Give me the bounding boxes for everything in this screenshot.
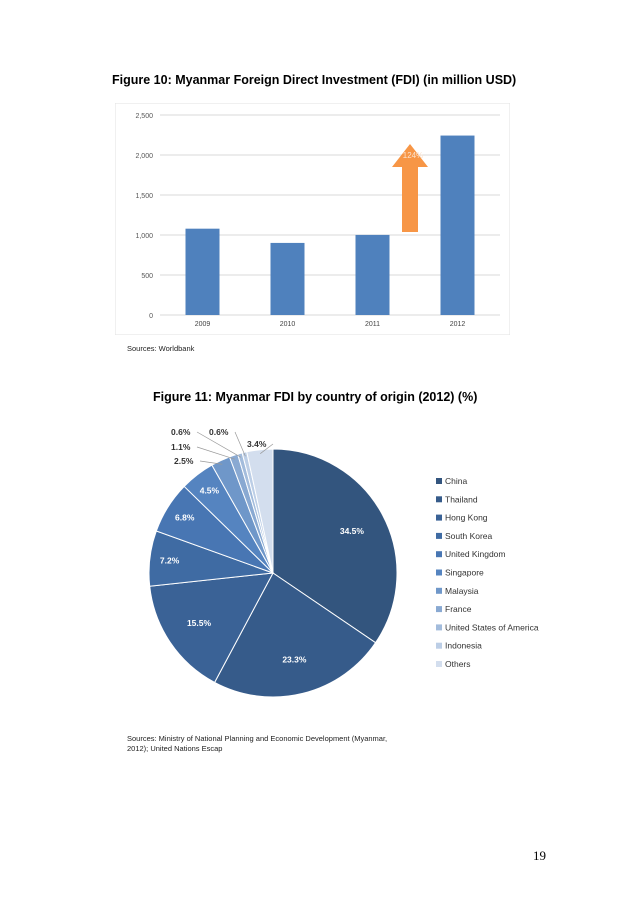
x-tick-label: 2010	[279, 321, 296, 328]
legend-label: Malaysia	[445, 585, 479, 596]
figure11-source	[127, 734, 387, 754]
legend-label: Singapore	[445, 567, 484, 578]
leader-line	[235, 432, 245, 456]
legend-swatch	[436, 533, 442, 539]
pie-data-label: 23.3%	[282, 654, 307, 665]
fdi-pie-chart	[140, 418, 580, 718]
legend-label: South Korea	[445, 530, 493, 541]
y-tick-label: 2,500	[135, 113, 153, 120]
pie-data-label: 34.5%	[339, 526, 364, 537]
legend-swatch	[436, 624, 442, 630]
x-tick-label: 2011	[364, 321, 381, 328]
x-tick-label: 2009	[194, 321, 211, 328]
legend-label: Hong Kong	[445, 512, 488, 523]
legend-label: Indonesia	[445, 640, 482, 651]
legend-label: United Kingdom	[445, 549, 506, 560]
figure11-title: Figure 11: Myanmar FDI by country of origin (2012) (%)	[153, 390, 478, 404]
growth-label: 124%	[402, 151, 424, 160]
y-tick-label: 1,500	[135, 193, 153, 200]
x-tick-label: 2012	[449, 321, 466, 328]
bar-2009	[186, 229, 220, 315]
figure11-source-line1: Sources: Ministry of National Planning and Economic Development (Myanmar,	[127, 734, 388, 743]
legend-label: Thailand	[445, 494, 478, 505]
y-tick-label: 0	[149, 313, 153, 320]
figure10-title: Figure 10: Myanmar Foreign Direct Investment (FDI) (in million USD)	[112, 73, 517, 87]
y-tick-label: 1,000	[135, 233, 153, 240]
legend-label: China	[445, 476, 468, 486]
pie-data-label: 1.1%	[171, 442, 191, 452]
figure11-source-line2: 2012); United Nations Escap	[127, 744, 223, 753]
bar-2011	[356, 235, 390, 315]
pie-data-label: 15.5%	[186, 617, 212, 628]
legend-swatch	[436, 496, 442, 502]
fdi-bar-chart	[115, 103, 510, 335]
pie-data-label: 4.5%	[199, 485, 220, 496]
leader-line	[197, 447, 235, 459]
figure10-source: Sources: Worldbank	[127, 344, 195, 353]
pie-data-label: 3.4%	[247, 439, 267, 449]
y-tick-label: 500	[141, 273, 153, 280]
legend-swatch	[436, 478, 442, 484]
legend-swatch	[436, 661, 442, 667]
legend-label: Others	[445, 659, 471, 669]
pie-data-label: 2.5%	[174, 456, 194, 466]
legend-label: United States of America	[445, 622, 539, 633]
bar-2010	[271, 243, 305, 315]
pie-data-label: 0.6%	[171, 427, 191, 437]
legend-swatch	[436, 570, 442, 576]
pie-data-label: 6.8%	[175, 512, 195, 523]
pie-data-label: 7.2%	[159, 555, 180, 566]
legend-swatch	[436, 606, 442, 612]
legend-swatch	[436, 515, 442, 521]
page-number: 19	[533, 848, 546, 863]
y-tick-label: 2,000	[135, 153, 153, 160]
bar-2012	[441, 136, 475, 315]
legend-label: France	[445, 604, 472, 615]
legend-swatch	[436, 643, 442, 649]
legend-swatch	[436, 551, 442, 557]
legend-swatch	[436, 588, 442, 594]
pie-data-label: 0.6%	[209, 427, 229, 437]
